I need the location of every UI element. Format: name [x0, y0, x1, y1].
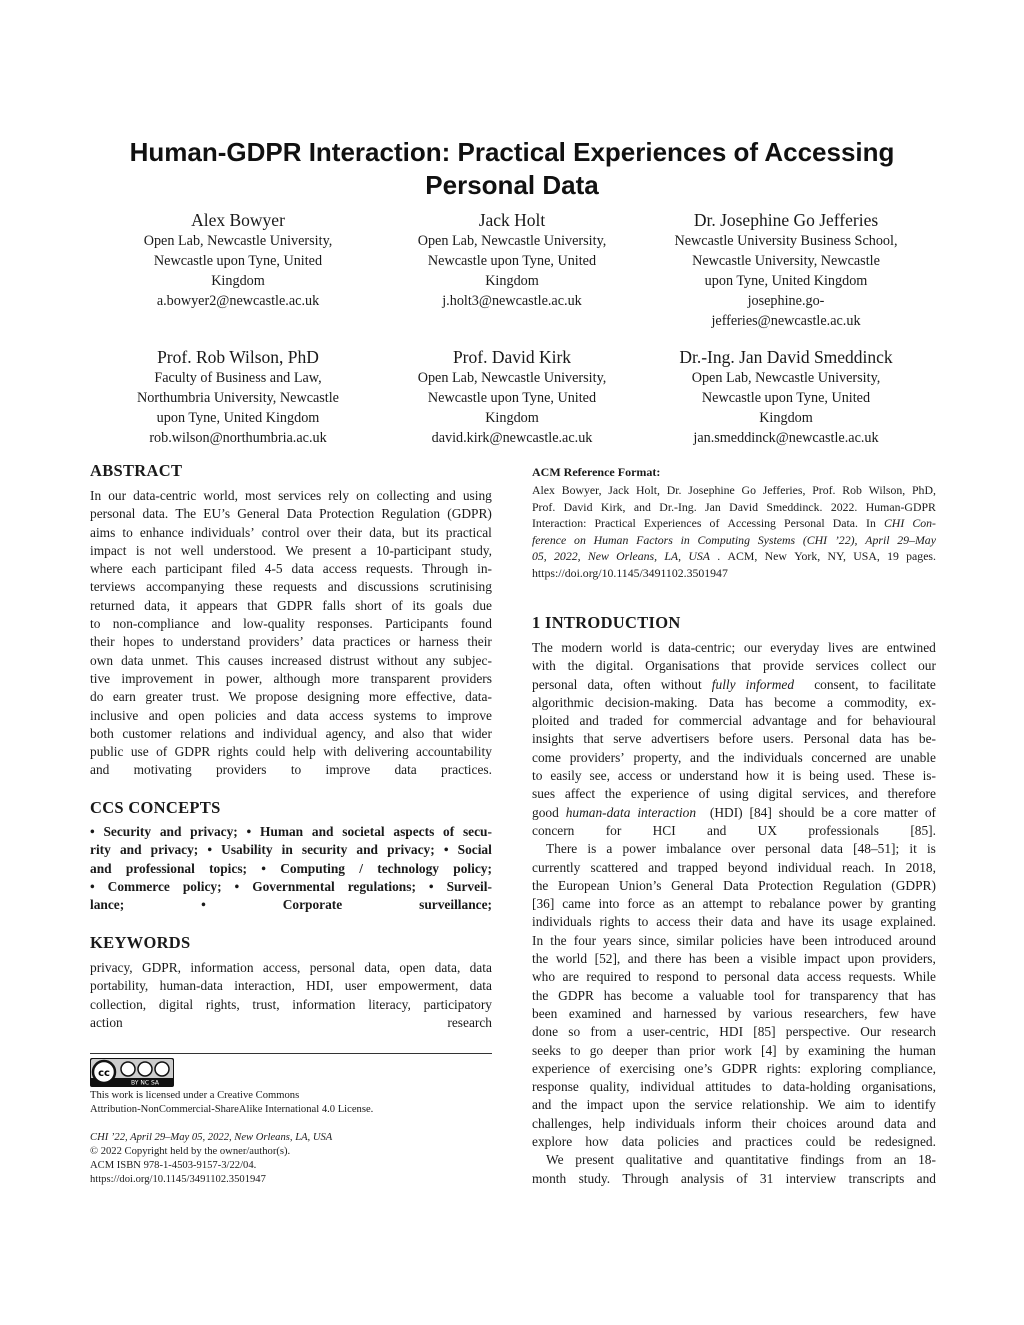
introduction-body [532, 639, 936, 1188]
venue: CHI ’22, April 29–May 05, 2022, New Orleans, LA, USA [90, 1132, 333, 1143]
text-line: ploited and traded for commercial advantage and for behavioural [532, 713, 936, 729]
author-affiliation: Kingdom [485, 273, 539, 289]
text-line: insights that serve advertisers before users. Personal data has be- [532, 731, 936, 747]
keywords-body [90, 959, 492, 1032]
text-line: to easily see, access or understand how it is being used. These is- [532, 768, 936, 784]
text-line: privacy, GDPR, information access, personal data, open data, data [90, 960, 492, 975]
text-line: response quality, individual attitudes to data-holding organisations, [532, 1079, 936, 1095]
text-line: tive improvement in power, although more transparent providers [90, 670, 492, 686]
text-line: currently scattered and trapped beyond individual reach. In 2018, [532, 859, 936, 875]
text-line: https://doi.org/10.1145/3491102.3501947 [532, 565, 728, 580]
text-line: concern for HCI and UX professionals [85]. [532, 822, 936, 838]
text-line: to non-compliance and low-quality responses. Participants found [90, 616, 492, 632]
text-line: both customer relations and individual agency, and also that wider [90, 725, 492, 741]
text-line: individuals rights to access their data and have its usage explained. [532, 914, 936, 930]
ccs-heading: CCS CONCEPTS [90, 798, 221, 817]
text-line: algorithmic decision-making. Data has become a commodity, ex- [532, 694, 936, 710]
keywords-heading: KEYWORDS [90, 933, 191, 952]
author-affiliation: rob.wilson@northumbria.ac.uk [149, 430, 327, 446]
text-line: with the digital. Organisations that provide services collect our [532, 658, 936, 674]
divider [90, 1053, 492, 1054]
author-affiliation: a.bowyer2@newcastle.ac.uk [156, 293, 320, 309]
text-line: challenges, help individuals inform their choices around data and [532, 1115, 936, 1131]
author-affiliation: upon Tyne, United Kingdom [156, 410, 320, 426]
svg-text:cc: cc [98, 1068, 110, 1079]
text-line: aims to enhance individuals’ control over their data, but its practical [90, 524, 492, 540]
text-line: do earn greater trust. We propose designing more effective, data- [90, 689, 492, 705]
text-line: where each participant filed 4-5 data access requests. Through in- [90, 561, 492, 577]
author-block [377, 209, 647, 311]
text-line: own data unmet. This causes increased distrust without any subjec- [90, 652, 492, 668]
text-line: 05, 2022, New Orleans, LA, USA . ACM, New York, NY, USA, 19 pages. [532, 549, 936, 564]
author-affiliation: Open Lab, Newcastle University, [417, 370, 607, 386]
author-affiliation: Kingdom [759, 410, 813, 426]
author-block [377, 346, 647, 448]
text-line: The modern world is data-centric; our everyday lives are entwined [532, 640, 936, 655]
text-line: Prof. David Kirk, and Dr.-Ing. Jan David Smeddinck. 2022. Human-GDPR [532, 499, 936, 514]
text-line: terviews accompanying these requests and discussions scrutinising [90, 579, 492, 595]
text-line: experience of exercising one’s GDPR rights: exploring compliance, [532, 1060, 936, 1076]
text-line: In the four years since, similar policies have been introduced around [532, 932, 936, 948]
title-line: Personal Data [425, 170, 599, 200]
text-line: good human-data interaction (HDI) [84] should be a core matter of [532, 804, 936, 820]
author-affiliation: j.holt3@newcastle.ac.uk [442, 293, 582, 309]
author-name: Prof. David Kirk [452, 347, 572, 367]
doi-link[interactable]: https://doi.org/10.1145/3491102.3501947 [90, 1174, 266, 1185]
text-line: the world [52], and there has been a visible impact upon providers, [532, 951, 936, 967]
author-affiliation: Open Lab, Newcastle University, [143, 233, 333, 249]
text-line: been examined and harnessed by various researchers, few have [532, 1005, 936, 1021]
author-affiliation: Newcastle upon Tyne, United [153, 253, 323, 269]
author-affiliation: Open Lab, Newcastle University, [691, 370, 881, 386]
isbn: ACM ISBN 978-1-4503-9157-3/22/04. [90, 1160, 257, 1171]
author-name: Alex Bowyer [191, 210, 285, 230]
text-line: • Commerce policy; • Governmental regulations; • Surveil- [90, 878, 492, 894]
author-affiliation: Northumbria University, Newcastle [137, 390, 339, 406]
introduction-heading: 1 INTRODUCTION [532, 613, 681, 632]
author-name: Jack Holt [478, 210, 546, 230]
text-line: explore how data policies and practices could be redesigned. [532, 1134, 936, 1150]
abstract-heading: ABSTRACT [90, 461, 183, 480]
text-line: inclusive and open policies and data access systems to improve [90, 707, 492, 723]
cc-license-logo [90, 1058, 174, 1087]
text-line: Alex Bowyer, Jack Holt, Dr. Josephine Go Jefferies, Prof. Rob Wilson, PhD, [532, 483, 936, 497]
author-affiliation: Open Lab, Newcastle University, [417, 233, 607, 249]
text-line: seeks to go deeper than prior work [4] by examining the human [532, 1042, 936, 1058]
author-name: Prof. Rob Wilson, PhD [157, 347, 319, 367]
text-line: the GDPR has become a valuable tool for transparency that has [532, 987, 936, 1003]
text-line: ference on Human Factors in Computing Systems (CHI ’22), April 29–May [532, 532, 936, 547]
text-line: the European Union’s General Data Protection Regulation (GDPR) [532, 877, 936, 893]
text-line: public use of GDPR rights could help with delivering accountability [90, 744, 492, 760]
text-line: We present qualitative and quantitative findings from an 18- [546, 1152, 936, 1168]
text-line: There is a power imbalance over personal data [48–51]; it is [546, 841, 936, 857]
text-line: sues affect the experience of using digital services, and therefore [532, 786, 936, 802]
text-line: come providers’ property, and the individuals concerned are unable [532, 749, 936, 765]
text-line: lance; • Corporate surveillance; [90, 897, 492, 913]
author-affiliation: upon Tyne, United Kingdom [704, 273, 868, 289]
text-line: and the impact upon the service relationship. We aim to identify [532, 1097, 936, 1113]
author-affiliation: Newcastle upon Tyne, United [701, 390, 871, 406]
author-affiliation: Newcastle University Business School, [674, 233, 898, 249]
text-line: Interaction: Practical Experiences of Accessing Personal Data. In CHI Con- [532, 516, 936, 531]
paper-title [0, 136, 1024, 202]
text-line: returned data, it appears that GDPR falls short of its goals due [90, 597, 492, 613]
author-affiliation: Newcastle upon Tyne, United [427, 253, 597, 269]
text-line: and professional topics; • Computing / technology policy; [90, 860, 492, 876]
text-line: and motivating providers to improve data practices. [90, 762, 492, 778]
author-name: Dr.-Ing. Jan David Smeddinck [679, 347, 893, 367]
author-affiliation: josephine.go- [747, 293, 825, 309]
abstract-body [90, 487, 492, 780]
text-line: impact is not well understood. We present a 10-participant study, [90, 542, 492, 558]
title-line: Human-GDPR Interaction: Practical Experiences of Accessing [129, 137, 895, 167]
text-line: who are required to respond to personal data access requests. While [532, 969, 936, 985]
text-line: [36] came into force as an attempt to rebalance power by granting [532, 896, 936, 912]
copyright: © 2022 Copyright held by the owner/author(s). [90, 1146, 291, 1157]
text-line: portability, human-data interaction, HDI, user empowerment, data [90, 978, 492, 994]
text-line: done so from a user-centric, HDI [85] perspective. Our research [532, 1024, 936, 1040]
author-affiliation: Kingdom [211, 273, 265, 289]
text-line: In our data-centric world, most services rely on collecting and using [90, 488, 492, 503]
reference-heading: ACM Reference Format: [532, 465, 661, 479]
reference-format [532, 482, 936, 582]
text-line: personal data, often without fully informed consent, to facilitate [532, 676, 936, 692]
license-line: This work is licensed under a Creative Commons [90, 1090, 300, 1101]
author-affiliation: Newcastle upon Tyne, United [427, 390, 597, 406]
license-line: Attribution-NonCommercial-ShareAlike International 4.0 License. [90, 1104, 374, 1115]
author-affiliation: jan.smeddinck@newcastle.ac.uk [693, 430, 879, 446]
author-block [651, 209, 921, 331]
text-line: action research [90, 1014, 492, 1030]
author-block [103, 346, 373, 448]
author-affiliation: Kingdom [485, 410, 539, 426]
text-line: personal data. The EU’s General Data Protection Regulation (GDPR) [90, 506, 492, 522]
text-line: rity and privacy; • Usability in security and privacy; • Social [90, 842, 492, 858]
author-affiliation: Faculty of Business and Law, [154, 370, 322, 386]
cc-logo-text: BY NC SA [131, 1079, 159, 1087]
text-line: their hopes to understand providers’ data practices or harness their [90, 634, 492, 650]
text-line: collection, digital rights, trust, information literacy, participatory [90, 996, 492, 1012]
author-name: Dr. Josephine Go Jefferies [693, 210, 879, 230]
author-block [103, 209, 373, 311]
author-affiliation: david.kirk@newcastle.ac.uk [431, 430, 593, 446]
author-block [651, 346, 921, 448]
license-text [90, 1089, 510, 1187]
text-line: month study. Through analysis of 31 interview transcripts and [532, 1170, 936, 1186]
ccs-concepts [90, 823, 492, 914]
text-line: • Security and privacy; • Human and societal aspects of secu- [90, 824, 492, 839]
author-affiliation: jefferies@newcastle.ac.uk [711, 313, 861, 329]
author-affiliation: Newcastle University, Newcastle [692, 253, 880, 269]
